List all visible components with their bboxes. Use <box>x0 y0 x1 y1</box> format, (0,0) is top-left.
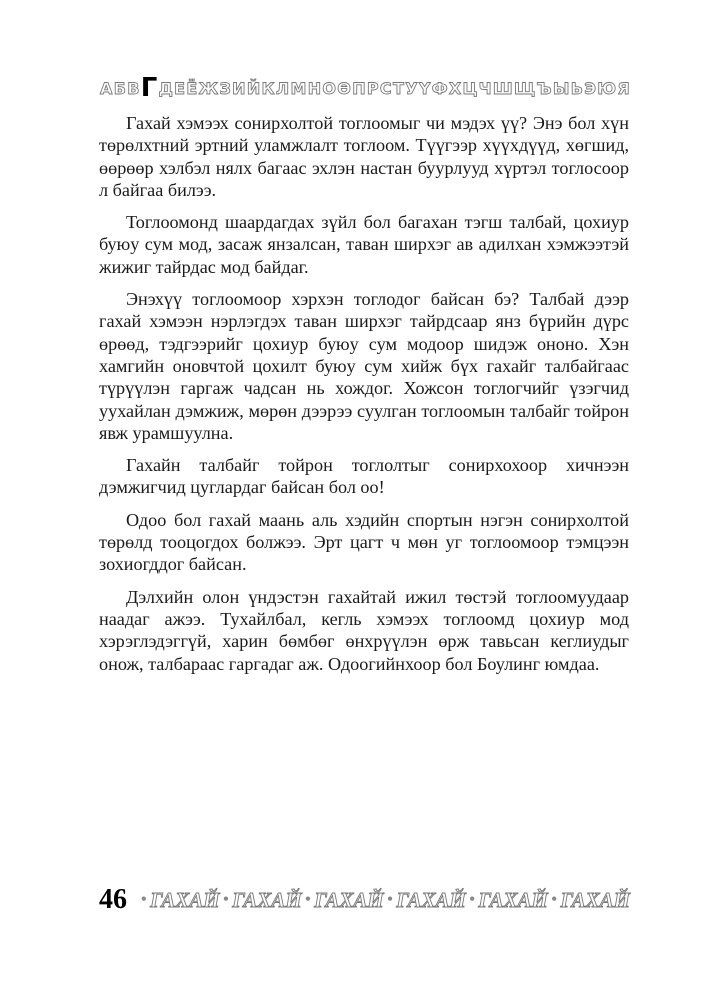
paragraph-5: Одоо бол гахай маань аль хэдийн спортын нэгэн сонирхолтой төрөлд тооцогдох болжээ. Эрт цагт ч мөн уг тоглоомоор тэмцээн зохиогддог байсан. <box>99 509 629 575</box>
body-text <box>99 112 629 685</box>
alphabet-letter: Г <box>140 73 158 103</box>
alphabet-letter: Ү <box>418 78 431 98</box>
page-footer <box>99 882 630 918</box>
footer-title-word: ГАХАЙ <box>478 887 548 912</box>
footer-title-word: ГАХАЙ <box>150 887 220 912</box>
alphabet-letter: К <box>261 78 275 98</box>
alphabet-letter: Л <box>275 78 290 98</box>
alphabet-letter: З <box>219 78 231 98</box>
alphabet-letter: Ч <box>478 78 492 98</box>
alphabet-letter: М <box>290 78 307 98</box>
footer-title-word: ГАХАЙ <box>232 887 302 912</box>
alphabet-letter: Щ <box>513 78 536 98</box>
footer-separator: • <box>305 891 311 908</box>
alphabet-letter: Ъ <box>536 78 552 98</box>
alphabet-letter: Б <box>113 78 126 98</box>
alphabet-letter: Ж <box>198 78 219 98</box>
footer-title-word: ГАХАЙ <box>314 887 384 912</box>
alphabet-letter: Ь <box>570 78 583 98</box>
running-title <box>141 888 630 913</box>
alphabet-letter: Й <box>246 78 261 98</box>
alphabet-header <box>100 73 630 103</box>
paragraph-6: Дэлхийн олон үндэстэн гахайтай ижил төстэй тоглоомуудаар наадаг ажээ. Тухайлбал, кегль хэмээх тоглоомд цохиур мод хэрэглэдэггүй, харин бөмбөг өнхрүүлэн өрж тавьсан кеглиудыг онож, талбараас гаргадаг аж. Одоогийнхоор бол Боулинг юмдаа. <box>99 586 629 674</box>
alphabet-letter: П <box>352 78 366 98</box>
footer-separator: • <box>387 891 393 908</box>
alphabet-letter: Д <box>158 78 173 98</box>
alphabet-letter: Ш <box>492 78 513 98</box>
alphabet-letter: Н <box>307 78 322 98</box>
footer-separator: • <box>223 891 229 908</box>
alphabet-letter: В <box>127 78 140 98</box>
alphabet-letter: Ц <box>462 78 478 98</box>
alphabet-letter: Х <box>448 78 462 98</box>
footer-separator: • <box>551 891 557 908</box>
alphabet-letter: Э <box>584 78 596 98</box>
page-number: 46 <box>99 884 127 915</box>
alphabet-letter: Е <box>174 78 186 98</box>
alphabet-letter: Р <box>366 78 379 98</box>
alphabet-letter: У <box>405 78 418 98</box>
footer-title-word: ГАХАЙ <box>560 887 630 912</box>
footer-title-word: ГАХАЙ <box>396 887 466 912</box>
alphabet-letter: И <box>232 78 246 98</box>
paragraph-1: Гахай хэмээх сонирхолтой тоглоомыг чи мэдэх үү? Энэ бол хүн төрөлхтний эртний уламжлалт тоглоом. Түүгээр хүүхдүүд, хөгшид, өөрөөр хэлбэл нялх багаас эхлэн настан буурлууд хүртэл тоглосоор л байгаа билээ. <box>99 113 629 200</box>
alphabet-letter: О <box>322 78 336 98</box>
alphabet-letter: Т <box>392 78 404 98</box>
alphabet-letter: Ю <box>597 78 617 98</box>
footer-separator: • <box>141 891 147 908</box>
paragraph-4: Гахайн талбайг тойрон тоглолтыг сонирхохоор хичнээн дэмжигчид цуглардаг байсан бол оо! <box>99 455 629 498</box>
alphabet-letter: Ы <box>552 78 570 98</box>
alphabet-letter: С <box>379 78 392 98</box>
paragraph-2: Тоглоомонд шаардагдах зүйл бол багахан тэгш талбай, цохиур буюу сум мод, засаж янзалсан, таван ширхэг ав адилхан хэмжээтэй жижиг тайрдас мод байдаг. <box>99 212 629 277</box>
alphabet-letter: Ө <box>337 78 351 98</box>
footer-separator: • <box>469 891 475 908</box>
alphabet-letter: Ё <box>186 78 198 98</box>
alphabet-letter: Я <box>617 78 630 98</box>
alphabet-letter: А <box>100 78 113 98</box>
paragraph-3: Энэхүү тоглоомоор хэрхэн тоглодог байсан бэ? Талбай дээр гахай хэмээн нэрлэгдэх таван ширхэг тайрдсаар янз бүрийн дүрс өрөөд, тэдгээрийг цохиур буюу сум модоор шидэж ононо. Хэн хамгийн оновчтой цохилт буюу сум хийж бүх гахайг талбайгаас түрүүлэн гаргаж чадсан нь хождог. Хожсон тоглогчийг үзэгчид уухайлан дэмжиж, мөрөн дээрээ суулган тоглоомын талбайг тойрон явж урамшуулна. <box>99 289 629 443</box>
alphabet-letter: Ф <box>431 78 448 98</box>
